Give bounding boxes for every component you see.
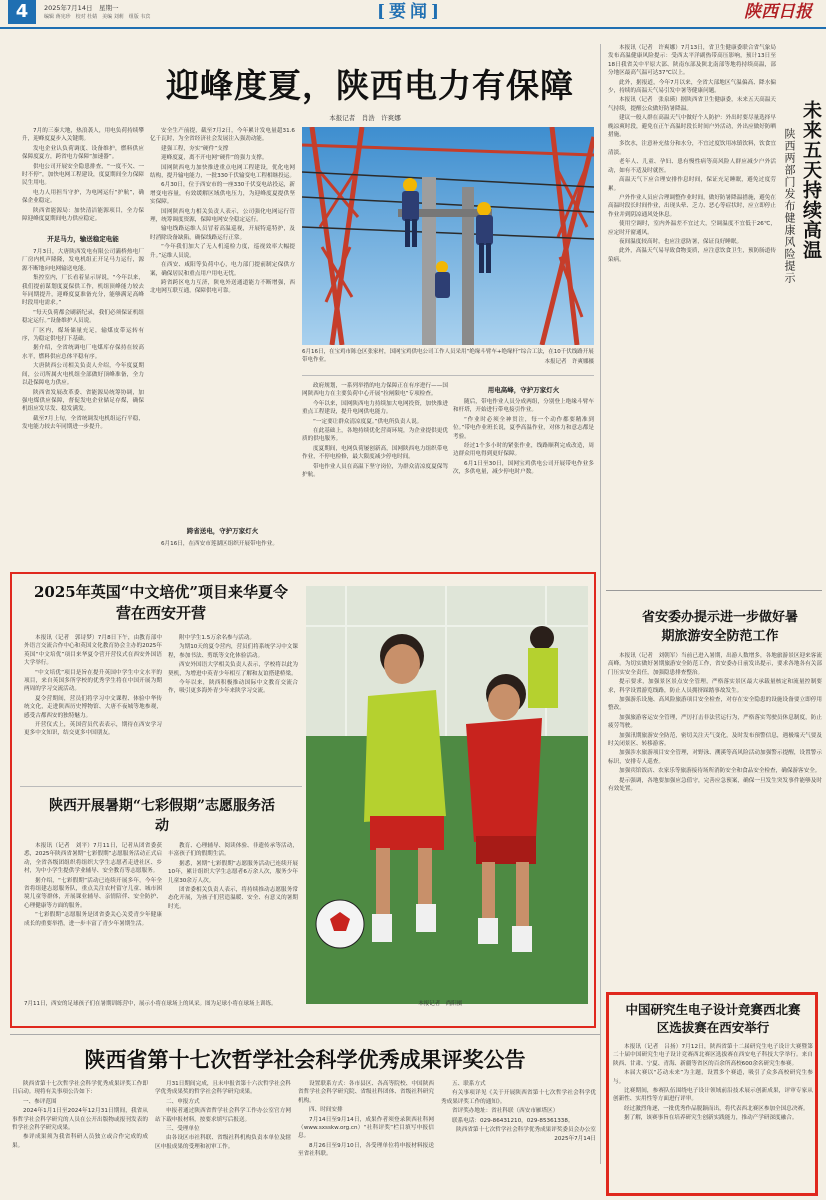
story1-col5: 随后，带电作业人员分成两组，分别登上绝缘斗臂车和杆塔，开始进行带电接引作业。 “作业时必须全神贯注，每一个动作都要精准到位。”带电作业班长说，夏季高温作业，对体力和意志都是考验。 经过1个多小时的紧张作业，线路顺利完成改造，周边群众用电得到更好保障。 6月1日至30日，国网宝鸡供电公司开展带电作业多次，多供电量，减少停电时户数。 (453, 399, 594, 476)
sidebar3-box (606, 992, 818, 1196)
story1-col1: 7月的三秦大地，热浪袭人，用电负荷持续攀升，迎峰度夏步入关键期。 发电企业认负荷调度、设备维护，燃料供应保障度夏方，跨省电力保障“加速器”。 供电公司开展安全隐患排查，“一度不欠、一时不停”，加快电网工程建设，度夏期间全力保障民生用电。 电力人用担当守护，为电网运行“护航”，确保企业稳定。 陕西省能源局：加快清洁能源项目，全力保障迎峰度夏期间电力供应稳定。 (22, 128, 144, 223)
story1-photo-credit: 本报记者 许爽娜摄 (544, 359, 594, 365)
story4-col4: 五、联系方式 有关事项详见《关于开展陕西省第十七次哲学社会科学优秀成果评奖工作的通知》。 省评奖办地址：省社科联（西安市雁塔区） 联系电话：029-86431210，029-85361338。 陕西省第十七次哲学社会科学优秀成果评奖委员会办公室 2025年7月14日 (441, 1081, 596, 1143)
story1-col4: 政府规划，一系列举措的电力保障正在有序进行——国网陕西电力在主要负荷中心开展“拉闸限电”专项检查。 今年以来，国网陕西电力持续加大电网投资，加快推进重点工程建设，提升电网供电能力。 “一定要让群众清凉度夏。”供电所负责人说。 在此基础上，各地持续优化营商环境，为企业提供更优质的供电服务。 度夏期间，电网负荷屡创新高，国网陕西电力组织带电作业，不停电检修，最大限度减少停电时间。 带电作业人员在高温下坚守岗位，为群众清凉度夏保驾护航。 (302, 383, 448, 479)
story1-subhead-3: 用电高峰，守护万家灯火 (487, 386, 560, 394)
soccer-kids-photo (306, 586, 588, 1004)
story1-photo-caption: 6月16日，在宝鸡市陈仓区张家村，国网宝鸡供电公司工作人员采用“绝缘斗臂车+绝缘杆”综合工法，在10千伏线路开展带电作业。 本报记者 许爽娜摄 (302, 349, 594, 365)
story1-subhead-1: 开足马力，输送稳定电能 (47, 235, 119, 243)
story1-subhead-2: 跨省送电，守护万家灯火 (186, 527, 259, 535)
page-editors: 编辑 蒋宪珍 校对 杜婧 美编 刘莉 组版 韦宾 (44, 14, 151, 20)
page-date: 2025年7月14日 星期一 (44, 4, 119, 12)
sidebar1-headline: 未来五天持续高温 (800, 100, 822, 260)
story3-photo (306, 586, 588, 1004)
story1-col3: 安全生产前提，截至7月2日，今年累计发电量超31.6亿千瓦时，为全省经济社会发展注入强劲动能。 建强工程，夯实“硬件”支撑 迎峰度夏，离不开电网“硬件”的强力支撑。 国网陕西电力加快推进重点电网工程建设，优化电网结构，提升输电能力，一批330千伏输变电工程相继投运。 6月30日，位于西安市的一座330千伏变电站投运，新增变电容量，有效缓解区域供电压力，为迎峰度夏提供坚实保障。 国网陕西电力相关负责人表示，公司强化电网运行管理，统筹调度资源，保障电网安全稳定运行。 输电线路运维人员冒着高温巡视，开展特巡特护，及时消除设备缺陷，确保线路运行正常。 “今年我们加大了无人机巡检力度，巡视效率大幅提升。”运维人员说。 在西安、咸阳等负荷中心，电力部门提前制定保供方案，确保居民和重点用户用电无忧。 跨省跨区电力互济，陕电外送通道能力不断增强，西北电网互联互通，保障供电可靠。 (150, 128, 295, 295)
soccer-ball (316, 900, 364, 948)
story4-col2: 月31日期间完成，且未申报省第十六次哲学社会科学优秀成果奖的哲学社会科学研究成果。 二、申报方式 申报者通过陕西省哲学社会科学工作办公室官方网站下载申报材料，按要求填写后报送。 三、受理单位 由各设区市社科联、省级社科机构负责本单位及辖区申报成果的受理和初审工作。 (155, 1081, 291, 1150)
sidebar2-headline: 省安委办提示进一步做好暑期旅游安全防范工作 (641, 610, 798, 644)
story2-body-right: 附中学生1.5万余名参与活动。 为期10天的夏令营内，营员们将系统学习中文课程，参加书法、剪纸等文化体验活动。 西安外国语大学相关负责人表示，学校将以此为契机，为增进中英青少年相互了解和友谊搭建桥梁。 今年以来，陕西积极推动国际中文教育交流合作，吸引更多海外青少年来陕学习交流。 (168, 635, 298, 695)
section-title: [要闻] (376, 2, 444, 22)
story3-headline: 陕西开展暑期“七彩假期”志愿服务活动 (48, 798, 276, 834)
story2-headline: 2025年英国“中文培优”项目来华夏令营在西安开营 (33, 583, 288, 622)
story3-body-left: 本报讯（记者 刘平）7月11日，记者从团省委获悉，2025年陕西省暑期“七彩假期”志愿服务活动正式启动，全省各级团组织将组织大学生志愿者走进社区、乡村，为中小学生提供学业辅导、安全教育等志愿服务。 据介绍，“七彩假期”活动已连续开展多年，今年全省将组建志愿服务队，重点关注农村留守儿童、城市困境儿童等群体，开展课业辅导、亲情陪伴、安全防护、心理健康等方面的服务。 “七彩假期”志愿服务是团省委关心关爱青少年健康成长的重要举措，进一步丰富了青少年暑期生活。 (24, 843, 162, 927)
page-header (0, 0, 826, 24)
sidebar3-headline: 中国研究生电子设计竞赛西北赛区选拔赛在西安举行 (625, 1002, 801, 1035)
story4-col1: 陕西省第十七次哲学社会科学优秀成果评奖工作即日启动。现将有关事项公告如下： 一、参评范围 2024年1月1日至2024年12月31日期间，我省从事哲学社会科学研究的人员在公开出版物或报刊发表的哲学社会科学研究成果。 参评成果须为我省科研人员独立或合作完成的成果。 (12, 1081, 148, 1149)
youth-box (10, 572, 596, 1028)
story3-photo-credit: 本报记者 尚阳摄 (418, 1001, 463, 1007)
story4-col3: 设置联系方式：各市县区、各高等院校、中国陕西省哲学社会科学研究院、省级社科团体、省级社科研究机构。 四、时间安排 7月14日至9月14日，成果作者须登录陕西社科网（www.sxsskw.org.cn）“社科评奖”栏目填写申报信息。 8月26日至9月10日，各受理单位将申报材料报送至省社科联。 (298, 1081, 434, 1158)
story2-body-left: 本报讯（记者 郭诗梦）7月8日下午，由教育部中外语言交流合作中心和英国文化教育协会主办的2025年英国“中文培优”项目来华夏令营开营仪式在西安外国语大学举行。 “中文培优”项目是旨在提升英国中学生中文水平的项目，来自英国多所学校的优秀学生将在中国开展为期两周的学习交流活动。 夏令营期间，营员们将学习中文课程、体验中华传统文化，走进陕西历史博物馆、大唐不夜城等地参观，感受古都西安的独特魅力。 开营仪式上，英国营员代表表示，期待在西安学习更多中文知识，结交更多中国朋友。 (24, 635, 162, 737)
power-worker-photo (302, 127, 594, 345)
sidebar1-body: 本报讯（记者 许爽娜）7月13日，省卫生健康委联合省气象局发布高温健康风险提示：受西太平洋副热带高压影响，预计13日至18日我省关中平原大部、陕南东部及陕北南部等地将持续高温，部分地区最高气温可达37℃以上。 此外，据报道，今年7月以来，全省大部地区气温偏高、降水偏少，持续的高温天气易引发中暑等健康问题。 本报讯（记者 张泉瑛）据陕西省卫生健康委，未来五天高温天气持续，提醒公众做好防暑降温。 建议一般人群在高温天气中做好个人防护：外出时要尽量选择早晚凉爽时段，避免在正午高温时段长时间户外活动，外出应做好防晒措施。 多饮水，注意补充盐分和水分，不宜过度饮用冰镇饮料，饮食宜清淡。 老年人、儿童、孕妇、患有慢性病等高风险人群应减少户外活动，如有不适及时就医。 高温天气下应合理安排作息时间，保证充足睡眠，避免过度劳累。 户外作业人员应合理调整作业时间，做好防暑降温措施，避免在高温时段长时间作业，出现头晕、乏力、恶心等症状时，应立即停止作业并到阴凉通风处休息。 使用空调时，室内外温差不宜过大，空调温度不宜低于26℃，应定时开窗通风。 夜间温度较高时，也应注意防暑，保证良好睡眠。 此外，高温天气易导致食物变质，应注意饮食卫生，预防肠道传染病。 (608, 45, 776, 263)
story1-photo (302, 127, 594, 345)
story3-body-right: 教育、心理辅导、阅读体验、非遗传承等活动，丰富孩子们的假期生活。 据悉，暑期“七彩假期”志愿服务活动已连续开展10年，累计组织大学生志愿者6万余人次，服务少年儿童30余万人次。 团省委相关负责人表示，将持续推动志愿服务常态化开展，为孩子们营造温暖、安全、有意义的暑期时光。 (168, 843, 298, 910)
sidebar3-body: 本报讯（记者 吕扬）7月12日，陕西省第十二届研究生电子设计大赛暨第二十届中国研究生电子设计竞赛西北赛区选拔赛在西安电子科技大学举行。来自陕西、甘肃、宁夏、青海、新疆等省区的百余所高校600余名研究生参赛。 本届大赛以“芯动未来”为主题，设置多个赛道，吸引了众多高校研究生参与。 比赛期间，参赛队伍围绕电子设计领域前沿技术展示创新成果，评审专家从创新性、实用性等方面进行评审。 经过激烈角逐，一批优秀作品脱颖而出，将代表西北赛区参加全国总决赛。 据了解，该赛事旨在培养研究生创新实践能力，推动产学研深度融合。 (613, 1044, 813, 1122)
story3-photo-caption: 7月11日，西安的足球孩子们在暑期训练营中，展示小将在球场上的风采。图为足球小将在球场上训练。 本报记者 尚阳摄 (24, 1001, 463, 1007)
player-background (528, 626, 558, 708)
page-number: 4 (8, 0, 36, 24)
sidebar1-subheadline: 陕西两部门发布健康风险提示 (783, 128, 796, 284)
story1-byline: 本报记者 肖浩 许爽娜 (329, 114, 401, 122)
sidebar2-body: 本报讯（记者 刘朝军）当前已进入暑期，出游人数增多，各地旅游景区迎来客流高峰。为切实做好暑期旅游安全防范工作，省安委办日前发出提示，要求各地各有关部门压实安全责任，加强隐患排查整治。 提示要求，加强景区景点安全管理，严格落实景区最大承载量核定和流量控制要求，科学设置游览线路，防止人员拥挤踩踏事故发生。 加强游乐设施、高风险旅游项目安全检查，对存在安全隐患的设施设备要立即停用整改。 加强旅游客运安全管理，严厉打击非法营运行为，严格落实驾驶员休息制度，防止疲劳驾驶。 加强汛期旅游安全防范，密切关注天气变化，及时发布预警信息，遇极端天气要及时关闭景区、转移游客。 加强涉水旅游项目安全管理，对野泳、溯溪等高风险活动加强警示提醒，设置警示标识，安排专人巡查。 加强宾馆饭店、农家乐等旅游接待场所消防安全和食品安全检查，确保游客安全。 提示强调，各地要加强应急值守，完善应急预案，确保一旦发生突发事件能够及时有效处置。 (608, 653, 822, 793)
newspaper-logo: 陕西日报 (744, 2, 812, 22)
story1-headline: 迎峰度夏，陕西电力有保障 (166, 66, 574, 105)
story1-col2: 7月3日，大唐陕西发电有限公司灞桥热电厂厂房内机声隆隆，发电机组正开足马力运行，源源不断地向电网输送电能。 集控室内，厂长看着显示屏说，“今年以来，我们提前谋划度夏保供工作，机组顶峰能力较去年同期提升，迎峰度夏准备充分，能够满足高峰时段用电需求。” “每天负荷都会刷新纪录，我们必须保证机组稳定运行。”设备维护人员说。 厂区内，煤场储量充足，输煤皮带运转有序，为稳定供电打下基础。 据介绍，全省统调电厂电煤库存保持在较高水平，燃料供应总体平稳有序。 大唐陕西公司相关负责人介绍，今年度夏期间，公司所属火电机组全部做好顶峰准备，全力以赴保障电力供应。 陕西省发展改革委、省能源局统筹协调，加强电煤供应保障，督促发电企业储足存煤，确保机组应发尽发、稳发满发。 截至7月上旬，全省统调发电机组运行平稳，发电能力较去年同期进一步提升。 (22, 249, 144, 431)
story4-headline: 陕西省第十七次哲学社会科学优秀成果评奖公告 (84, 1047, 526, 1072)
story1-col3-tail: 6月16日，在西安市莲湖区组织开展带电作业。 (161, 541, 278, 547)
